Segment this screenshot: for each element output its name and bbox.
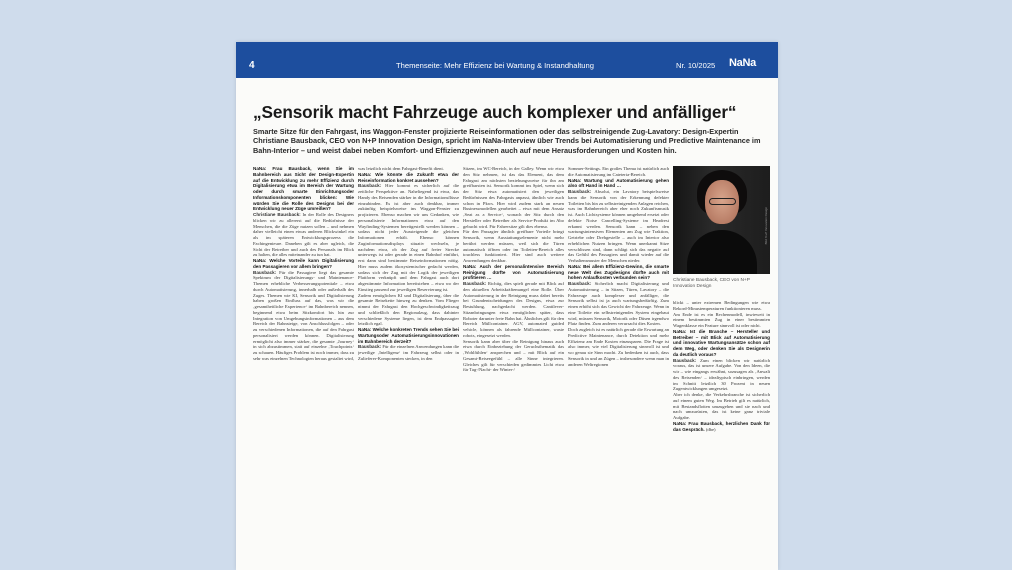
interview-answer: Für die einzelnen Anwendungen kann die jeweilige ‚Intelligenz‘ im Fahrzeug selbst oder in Zulieferer-Komponenten stecken, in den	[358, 344, 459, 361]
interview-question: NaNa: Ist die Branche – Hersteller und Betreiber – mit Blick auf Automatisierung und innovative Wartungsansätze schon auf dem Weg, oder denken Sie als Designerin da deutlich voraus?	[673, 328, 770, 357]
interview-answer: Sicherlich macht Digitalisierung und Automatisierung – in Sitzen, Türen, Lavatory – die Fahrzeuge auch komplexer und anfälliger, die Sensorik selbst ist ja auch wartungsbedürftig. Zum einen erhöht sich das Gewicht der Fahrzeuge. Wenn in eine Toilette ein selbstreinigendes System eingebaut wird, müssen Sensorik, Motorik oder Düsen irgendwo Platz finden. Zum anderen verursacht dies Kosten.	[568, 281, 669, 327]
speaker-label: Bausback:	[253, 269, 277, 275]
interview-answer: Zudem ermöglichen KI und Digitalisierung, über die gesamte Reisekette hinweg zu denken. Vom Flieger nimmt der Fahrgast den Hochgeschwindigkeitszug und schließlich den Regionalzug, dass dahinter verschiedene Systeme liegen, ist dem Endpassagier letztlich egal.	[358, 292, 459, 327]
interview-answer: Richtig, dies spielt gerade mit Blick auf den aktuellen Arbeitskräftemangel eine Rolle. Über Automatisierung in der Reinigung muss dabei bereits bei Grundentscheidungen des Designs, etwa zur Bestuhlung, nachgedacht werden. Cantilever-Sitzanbringungen etwa ermöglichen später, dass Roboter darunter freie Bahn hat. Ähnliches gilt für den Bereich Müllcontainer. AGV, automated guided vehicle, können als fahrende Müllcontainer, waste robots, eingesetzt werden.	[463, 281, 564, 338]
speaker-label: Christiane Bausback:	[253, 212, 301, 217]
interview-answer: Aber ich denke, die Verkehrsbranche ist sicherlich auf einem guten Weg. Im Betrieb gilt es natürlich, mit Bestandsflotten umzugehen und sie nach und nach umzurüsten, das ist keine ganz triviale Aufgabe.	[673, 392, 770, 420]
interview-answer: Absolut, ein Lavatory beispielsweise kann die Sensorik von der Erkennung defekter Toiletten bis hin zu selbstreinigenden Anlagen reichen, was im Bahnbereich aber eher noch Zukunftsmusik ist. Auch Lichtsysteme können umgehend ersetzt oder defekte Noise Cancelling-Systeme im Headrest erkannt werden. Sensorik kann – neben den wartungsintensiven Elementen am Zug wie Traktion, Getriebe oder Drehgestelle – auch im Interior also erheblichen Nutzen bringen. Wenn unerkannt Sitze verschlissen sind, dann schlägt sich das negativ auf das Gefühl des Passagiers und damit wieder auf die Verhaltensmuster der Menschen nieder.	[568, 189, 669, 263]
interview-answer: was letztlich nicht dem Fahrgast-Benefit dient.	[358, 166, 444, 171]
interview-answer: Zum einen blicken wir natürlich voraus, das ist unsere Aufgabe. Von den Ideen, die wir – wie eingangs erwähnt, sozusagen als ‚Anwalt des Reisenden‘ – idealtypisch einbringen, werden im Schnitt letztlich 30 Prozent in neuen Zugentwicklungen umgesetzt.	[673, 357, 770, 392]
interview-question: NaNa: Welche konkreten Trends sehen Sie bei Wartungsoder Automatisierungsinnovationen im Bahnbereich derzeit?	[358, 327, 459, 344]
issue-number: Nr. 10/2025	[676, 61, 716, 70]
interview-answer: In der Rolle des Designers blicken wir zu allererst auf die Bedürfnisse der Menschen, die die Züge nutzen sollen – und nehmen daher vielleicht einen etwas anderen Blickwinkel ein als im späteren Entwicklungsprozess die Fachingenieure. Daneben gilt es aber ugleich, die Sicht der Betreiber und auch des Personals im Blick zu halten, die alles miteinander zu tun hat.	[253, 212, 354, 258]
author-signoff: (dbe)	[705, 426, 716, 432]
speaker-label: Bausback:	[568, 281, 592, 286]
newspaper-page	[236, 42, 778, 570]
interview-question: NaNa: Bei allem Effizienz-Gewinn, die smarte neue Welt des Zugdesigns dürfte auch mit hohen Anlaufkosten verbunden sein?	[568, 263, 669, 281]
article-lead: Smarte Sitze für den Fahrgast, ins Waggon-Fenster projizierte Reiseinformationen oder das selbstreinigende Zug-Lavatory: Design-Expertin Christiane Bausback, CEO von N+P Innovation Design, spricht im NaNa-Interview über Trends bei Automatisierung und Predictive Maintenance im Bahn-Interior – und weist dabei neben Komfort- und Effizienzgewinnen auch auf neue Herausforderungen und Kosten hin.	[253, 127, 761, 155]
photo-caption: Christiane Bausback, CEO von N+P Innovation Design	[673, 278, 750, 290]
interview-answer: Sommer-Settings. Ein großes Thema ist natürlich auch die Automatisierung im Cateteria-Bereich.	[568, 166, 669, 177]
interview-answer: Hier kommt es sicherlich auf die zeitliche Perspektive an. Naheliegend ist etwa, das Handy des Reisenden stärker in die Informationsflüsse einzubinden. Es ist aber auch denkbar, immer zukünftig beispielsweise ins Waggon-Fenster zu projizieren. Ebenso machen wir uns Gedanken, wie personalisierte Informationen etwa auf den Wayfinding-Systemen bereitgestellt werden können – sodass nicht jeder Aussteigende die gleichen Informationen erhält. Ebenso können Zuginformationsdisplays situativ wechseln, je nachdem etwa, ob der Zug auf freier Strecke unterwegs ist oder gerade in einen Bahnhof einfährt, erst dann sind bestimmte Reiseinformationen nötig. Hier muss zudem ökosystemischer gedacht werden, sodass sich der Zug mit der Logik der jeweiligen Plattform verknüpft und dem Fahrgast auch dort abgestimmte Information bereitstehen – etwa wo der Einstieg passend zur jeweiligen Reservierung ist.	[358, 183, 459, 292]
brand-logo: NaNa	[729, 57, 756, 69]
interview-answer: Für die Passagiere liegt das gesamte Spektrum der Digitalisierungs- und Maintenance-Themen erhebliche Verbesserungspotentiale – etwa durch Automatisierung, innerhalb oder außerhalb des Zuges. Themen wie KI, Sensorik und Digitalisierung haben großen Einfluss auf das, was wir die ‚gesamtheitliche Experience‘ im Bahnbereich nennen, beginnend etwa beim Sitzkomfort bis hin zur Integration von Umgebungsinformationen – aus dem Bereich der Bahnsteige, von Anschlussfolgen – oder zu verschiedenen Informationen, die auf den Fahrgast personalisiert werden können. Digitalisierung ermöglicht also immer stärker, die gesamte ‚Journey‘ in sich abzustimmen, statt auf einzelne ‚Touchpoints‘ zu schauen. Häufiges Problem ist noch immer, dass zu sehr was einzelnen Technologien heraus gestaltet wird,	[253, 269, 354, 361]
speaker-label: Bausback:	[358, 344, 382, 350]
text-column-1	[253, 166, 354, 566]
interview-question: NaNa: Wie könnte die Zukunft etwa der Reiseinformation konkret aussehen?	[358, 171, 459, 183]
interview-question: NaNa: Welche Vorteile kann Digitalisierung den Passagieren vor allem bringen?	[253, 258, 354, 269]
portrait-body	[687, 230, 757, 274]
interview-answer: blickt – unter extremen Bedingungen wie etwa Rekord-Minustemperaturen funktionieren muss.	[673, 300, 770, 311]
portrait-photo	[673, 166, 770, 274]
portrait-glasses	[709, 198, 736, 205]
interview-answer: Für den Passagier ähnlich greifbare Vorteile bringt Sensorik, wenn Ausstattungselemente nicht mehr berührt werden müssen, weil sich die Türen automatisch öffnen oder im Toiletten-Bereich alles touchless funktioniert. Hier sind auch weitere Anwendungen denkbar.	[463, 229, 564, 263]
page-header	[236, 42, 778, 78]
article-headline: „Sensorik macht Fahrzeuge auch komplexer und anfälliger“	[253, 102, 737, 122]
interview-answer: Doch zugleich ist es natürlich gerade die Erwartung an Predictive Maintenance, durch Detektion und mehr Effizienz am Ende Kosten einzusparen. Die Frage ist also immer, wie viel Digitalisierung sinnvoll ist und wo genau sie Sinn macht. Zu bedenken ist auch, dass Sensorik in und an Zügen – insbesondere wenn man in anderen Weltregionen	[568, 327, 669, 367]
speaker-label: Bausback:	[673, 357, 697, 363]
speaker-label: Bausback:	[463, 281, 487, 286]
interview-question: NaNa: Frau Bausback, herzlichen Dank für das Gespräch.	[673, 420, 770, 432]
speaker-label: Bausback:	[568, 189, 592, 194]
photo-credit: Bild: N+P Innovation Design	[764, 206, 768, 244]
interview-question: NaNa: Frau Bausback, wenn Sie im Bahnbereich aus Sicht der Design-Expertin auf die Entwicklung zu mehr Effizienz durch Digitalisierung etwa im Bereich der Wartung oder durch smarte Einrichtungsoder Informationskomponenten blicken: Wie würden Sie die Rolle des Designs bei der Entwicklung neuer Züge umreißen?	[253, 166, 354, 212]
text-column-3	[463, 166, 564, 566]
text-column-4	[568, 166, 669, 566]
page-number: 4	[249, 60, 255, 71]
interview-answer: Am Ende ist es ein Rechenmodell, inwieweit in einem bestimmten Zug in einer bestimmten Wagenklasse ein Feature sinnvoll ist oder nicht.	[673, 311, 770, 328]
interview-answer: Sensorik kann aber über die Reinigung hinaus auch etwa durch Einbeziehung der Geruchsthematik das ‚Wohlfühlen‘ ansprechen und – mit Blick auf ein Gesamt-Reiseegefühl – alle Sinne integrieren. Gleiches gilt für verschieden gedimmtes Licht etwa für Tag-/Nacht- der Winter-/	[463, 338, 564, 373]
text-column-5	[673, 300, 770, 570]
section-topic: Themenseite: Mehr Effizienz bei Wartung & Instandhaltung	[396, 61, 594, 70]
interview-question: NaNa: Wartung und Automatisierung gehen also oft Hand in Hand …	[568, 177, 669, 189]
interview-answer: Sitzen, im WC-Bereich, in der Galley. Wenn wir etwa den Sitz nehmen, ist das das Element, das dem Fahrgast am nächsten beziehungsweise für ihn am greifbarsten ist. Sensorik kommt ins Spiel, wenn sich der Sitz etwa automatisiert den jeweiligen Bedürfnissen des Fahrgasts anpasst, ähnlich wie auch schon in Pkws. Hier wird zudem stark an neuen Businessmodellen gearbeitet – etwa mit dem Ansatz ‚Seat as a Service‘, wonach der Sitz durch den Hersteller oder Betreiber als Service-Produkt im Abo gebucht wird. Für Fahrersitze gilt dies ebenso.	[463, 166, 564, 229]
speaker-label: Bausback:	[358, 183, 382, 189]
interview-question: NaNa: Auch der personalintensive Bereich Reinigung dürfte von Automatisierung profitieren …	[463, 263, 564, 281]
text-column-2	[358, 166, 459, 566]
